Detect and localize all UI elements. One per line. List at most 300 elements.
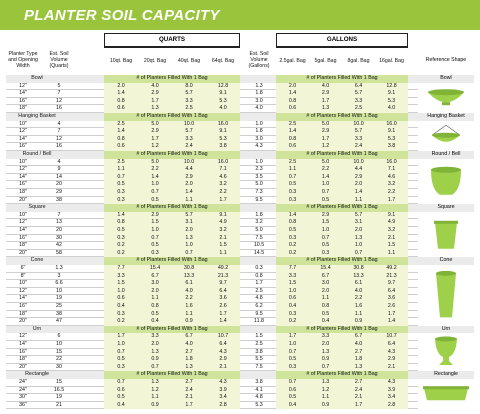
table-cell: 1.3 xyxy=(138,349,172,357)
table-cell: 12" xyxy=(19,82,27,89)
table-cell: 18" xyxy=(19,310,27,317)
table-cell: 20" xyxy=(19,363,27,370)
table-cell: 6.7 xyxy=(309,273,342,281)
table-cell: 1.1 xyxy=(138,394,172,402)
table-cell: 3.3 xyxy=(172,136,206,144)
table-cell: 1.5 xyxy=(206,242,240,250)
table-cell: 30.8 xyxy=(342,265,375,273)
section-label: Cone xyxy=(30,257,44,264)
table-row xyxy=(6,174,418,182)
table-cell: 1.4 xyxy=(104,90,138,98)
capacity-table xyxy=(6,30,474,408)
table-cell: 0.2 xyxy=(276,250,309,258)
table-cell: 11.8 xyxy=(254,318,264,325)
table-cell: 10.5 xyxy=(253,242,265,249)
table-cell: 36" xyxy=(19,401,27,408)
reference-shape-bowl xyxy=(418,83,474,113)
table-cell: 10" xyxy=(19,280,27,287)
table-cell: 1.4 xyxy=(309,174,342,182)
table-cell: 6.1 xyxy=(172,280,206,288)
table-cell: 12" xyxy=(19,219,27,226)
table-cell: 5.7 xyxy=(172,90,206,98)
table-cell: 2.0 xyxy=(104,83,138,91)
table-cell: 47 xyxy=(56,318,62,325)
section-label: Hanging Basket xyxy=(18,113,56,119)
table-cell: 2.9 xyxy=(309,212,342,220)
table-cell: 7.1 xyxy=(206,166,240,174)
table-cell: 1.6 xyxy=(342,303,375,311)
table-cell: 10" xyxy=(19,158,27,165)
table-cell: 2.1 xyxy=(206,235,240,243)
table-cell: 0.5 xyxy=(276,394,309,402)
table-cell: 2.8 xyxy=(206,402,240,410)
page-title: PLANTER SOIL CAPACITY xyxy=(24,7,220,24)
table-cell: 3.3 xyxy=(172,98,206,106)
table-cell: 1.4 xyxy=(104,128,138,136)
table-cell: 5.3 xyxy=(206,136,240,144)
table-cell: 0.7 xyxy=(104,174,138,182)
table-cell: 3.9 xyxy=(206,387,240,395)
table-cell: 6 xyxy=(57,333,61,340)
table-cell: 0.6 xyxy=(276,105,309,113)
table-row xyxy=(6,356,418,364)
table-cell: 1.5 xyxy=(104,280,138,288)
table-cell: 1.7 xyxy=(375,197,408,205)
table-row xyxy=(6,212,418,220)
table-cell: 2.2 xyxy=(342,295,375,303)
table-cell: 2.5 xyxy=(255,341,263,347)
table-cell: 9 xyxy=(57,166,61,173)
table-cell: 1.1 xyxy=(206,250,240,258)
table-cell: 5.0 xyxy=(138,159,172,167)
table-row xyxy=(6,242,418,250)
table-cell: 2.9 xyxy=(375,356,408,364)
table-cell: 9.7 xyxy=(206,280,240,288)
table-cell: 0.5 xyxy=(276,181,309,189)
table-cell: 1.0 xyxy=(104,341,138,349)
table-cell: 0.3 xyxy=(104,235,138,243)
table-cell: 2.4 xyxy=(342,387,375,395)
section-label: Round / Bell xyxy=(22,151,52,157)
table-row xyxy=(6,349,418,357)
section-header xyxy=(6,371,418,379)
table-cell: 3.3 xyxy=(342,98,375,106)
table-cell: 0.4 xyxy=(276,303,309,311)
table-cell: 0.3 xyxy=(255,265,263,271)
table-cell: 6.6 xyxy=(55,280,63,287)
table-cell: 2.0 xyxy=(172,227,206,235)
table-cell: 1.1 xyxy=(342,197,375,205)
table-row xyxy=(6,227,418,235)
table-cell: 0.6 xyxy=(276,143,309,151)
reference-shape-label: Hanging Basket xyxy=(418,113,474,121)
table-cell: 16.0 xyxy=(206,159,240,167)
table-cell: 4.3 xyxy=(375,349,408,357)
quarts-fill-note: # of Planters Filled With 1 Bag xyxy=(104,326,240,334)
table-cell: 1.7 xyxy=(375,311,408,319)
table-cell: 0.6 xyxy=(104,143,138,151)
table-cell: 1.8 xyxy=(255,211,263,218)
table-cell: 30 xyxy=(56,363,62,370)
table-cell: 0.7 xyxy=(276,379,309,387)
table-cell: 1.7 xyxy=(342,402,375,410)
table-cell: 49.2 xyxy=(206,265,240,273)
table-cell: 21.3 xyxy=(206,273,240,281)
table-cell: 0.3 xyxy=(309,250,342,258)
table-cell: 16" xyxy=(19,234,27,241)
table-cell: 1.0 xyxy=(309,181,342,189)
reference-shape-bell xyxy=(418,159,474,205)
table-cell: 8.0 xyxy=(172,83,206,91)
table-cell: 1.7 xyxy=(309,136,342,144)
table-cell: 16.5 xyxy=(53,386,65,393)
table-cell: 2.2 xyxy=(309,166,342,174)
table-cell: 2.7 xyxy=(342,379,375,387)
table-row xyxy=(6,219,418,227)
table-cell: 3.0 xyxy=(255,97,263,104)
quarts-fill-note: # of Planters Filled With 1 Bag xyxy=(104,113,240,121)
table-cell: 13 xyxy=(56,219,62,226)
table-cell: 20" xyxy=(19,249,27,256)
table-row xyxy=(6,311,418,319)
table-cell: 7 xyxy=(57,211,61,218)
table-cell: 2.1 xyxy=(375,235,408,243)
table-cell: 3.6 xyxy=(375,295,408,303)
table-cell: 2.5 xyxy=(172,105,206,113)
table-cell: 1.7 xyxy=(138,98,172,106)
table-cell: 10" xyxy=(19,211,27,218)
table-cell: 2.0 xyxy=(342,181,375,189)
table-cell: 5.0 xyxy=(309,121,342,129)
table-cell: 6.1 xyxy=(342,280,375,288)
table-cell: 1.0 xyxy=(276,341,309,349)
section-header xyxy=(6,326,418,334)
table-cell: 1.0 xyxy=(255,120,263,127)
table-cell: 0.7 xyxy=(309,364,342,372)
table-cell: 1.3 xyxy=(138,105,172,113)
reference-shape-rectangle xyxy=(418,379,474,409)
table-cell: 0.8 xyxy=(276,136,309,144)
table-cell: 12" xyxy=(19,333,27,340)
table-cell: 5.7 xyxy=(342,128,375,136)
table-cell: 3.8 xyxy=(255,379,263,385)
table-cell: 4.0 xyxy=(309,83,342,91)
table-cell: 2.9 xyxy=(172,174,206,182)
table-cell: 6.4 xyxy=(375,341,408,349)
table-cell: 12" xyxy=(19,287,27,294)
table-cell: 38 xyxy=(56,310,62,317)
table-cell: 0.2 xyxy=(276,318,309,326)
table-cell: 22 xyxy=(56,356,62,363)
table-cell: 0.7 xyxy=(172,250,206,258)
table-cell: 1.4 xyxy=(276,212,309,220)
section-label: Urn xyxy=(32,325,42,332)
table-cell: 0.6 xyxy=(104,105,138,113)
table-cell: 2.6 xyxy=(206,303,240,311)
table-cell: 1.0 xyxy=(104,288,138,296)
table-cell: 0.6 xyxy=(104,295,138,303)
table-cell: 5.3 xyxy=(255,401,263,408)
table-cell: 5.0 xyxy=(255,227,263,233)
table-cell: 0.5 xyxy=(104,227,138,235)
table-cell: 4.0 xyxy=(375,105,408,113)
table-cell: 2.1 xyxy=(172,394,206,402)
table-cell: 1.7 xyxy=(206,311,240,319)
table-cell: 13.3 xyxy=(172,273,206,281)
table-cell: 1.1 xyxy=(138,295,172,303)
table-cell: 12.8 xyxy=(206,83,240,91)
table-cell: 2.0 xyxy=(276,83,309,91)
table-cell: 38 xyxy=(56,196,62,203)
table-cell: 2.4 xyxy=(172,387,206,395)
table-cell: 5.5 xyxy=(255,356,263,363)
table-cell: 2.7 xyxy=(342,349,375,357)
reference-shape-label: Rectangle xyxy=(418,371,474,379)
table-row xyxy=(6,136,418,144)
table-cell: 1.5 xyxy=(138,219,172,227)
table-cell: 16.0 xyxy=(375,159,408,167)
header-est-quarts: Est. Soil Volume (Quarts) xyxy=(49,51,69,69)
table-cell: 1.0 xyxy=(172,242,206,250)
table-cell: 0.5 xyxy=(138,242,172,250)
table-cell: 9.1 xyxy=(206,212,240,220)
table-cell: 3.1 xyxy=(342,219,375,227)
table-cell: 9.1 xyxy=(375,90,408,98)
table-cell: 16" xyxy=(19,143,27,150)
table-cell: 3.8 xyxy=(206,143,240,151)
table-cell: 2.5 xyxy=(342,105,375,113)
table-cell: 2.9 xyxy=(138,128,172,136)
table-cell: 0.9 xyxy=(138,402,172,410)
table-cell: 0.5 xyxy=(104,181,138,189)
table-cell: 10.0 xyxy=(172,121,206,129)
table-cell: 20 xyxy=(56,181,62,188)
table-cell: 15 xyxy=(56,379,62,385)
table-cell: 16.0 xyxy=(206,121,240,129)
table-cell: 0.3 xyxy=(138,250,172,258)
table-cell: 5.7 xyxy=(342,212,375,220)
table-cell: 9.1 xyxy=(206,90,240,98)
table-row xyxy=(6,197,418,205)
table-cell: 3.3 xyxy=(309,333,342,341)
table-cell: 6.2 xyxy=(255,303,263,309)
table-cell: 5.7 xyxy=(172,128,206,136)
table-cell: 0.3 xyxy=(104,311,138,319)
table-cell: 1.1 xyxy=(375,250,408,258)
table-cell: 29 xyxy=(56,189,62,195)
table-cell: 3.0 xyxy=(309,280,342,288)
table-cell: 16 xyxy=(56,105,62,112)
table-cell: 4.1 xyxy=(255,386,263,393)
section-header xyxy=(6,204,418,212)
table-row xyxy=(6,159,418,167)
table-cell: 1.5 xyxy=(255,333,263,340)
header-64qt: 64qt. Bag xyxy=(206,47,240,73)
table-cell: 3.2 xyxy=(255,219,263,226)
table-cell: 0.7 xyxy=(104,349,138,357)
table-cell: 4.9 xyxy=(206,219,240,227)
table-row xyxy=(6,166,418,174)
table-cell: 1.3 xyxy=(55,265,63,271)
table-cell: 3.3 xyxy=(138,333,172,341)
table-cell: 2.6 xyxy=(375,303,408,311)
gallons-fill-note: # of Planters Filled With 1 Bag xyxy=(276,326,408,334)
table-cell: 2.7 xyxy=(172,349,206,357)
table-cell: 16" xyxy=(19,97,27,104)
gallons-fill-note: # of Planters Filled With 1 Bag xyxy=(276,113,408,121)
gallons-group-header: GALLONS xyxy=(276,33,408,47)
table-cell: 1.4 xyxy=(375,318,408,326)
table-cell: 58 xyxy=(56,249,62,256)
table-cell: 0.5 xyxy=(138,311,172,319)
table-cell: 1.3 xyxy=(342,364,375,372)
table-cell: 7.1 xyxy=(375,166,408,174)
table-cell: 19 xyxy=(56,295,62,302)
table-cell: 1.7 xyxy=(309,98,342,106)
table-cell: 0.7 xyxy=(309,235,342,243)
table-cell: 3.6 xyxy=(206,295,240,303)
table-cell: 21 xyxy=(56,401,62,408)
table-cell: 10" xyxy=(19,120,27,127)
table-cell: 6.7 xyxy=(342,333,375,341)
section-label: Square xyxy=(28,204,46,211)
table-cell: 2.0 xyxy=(138,288,172,296)
table-cell: 1.0 xyxy=(309,227,342,235)
table-cell: 0.3 xyxy=(276,311,309,319)
table-cell: 0.4 xyxy=(276,402,309,410)
table-cell: 6.7 xyxy=(138,273,172,281)
header-5gal: 5gal. Bag xyxy=(309,47,342,73)
table-cell: 12 xyxy=(56,135,62,142)
table-cell: 14" xyxy=(19,341,27,347)
table-cell: 0.3 xyxy=(104,189,138,197)
gallons-fill-note: # of Planters Filled With 1 Bag xyxy=(276,257,408,265)
table-cell: 10.7 xyxy=(375,333,408,341)
table-cell: 15 xyxy=(56,348,62,355)
table-cell: 1.7 xyxy=(138,136,172,144)
table-cell: 0.8 xyxy=(276,219,309,227)
table-cell: 2.8 xyxy=(375,402,408,410)
table-cell: 5.0 xyxy=(138,121,172,129)
table-cell: 9.5 xyxy=(255,196,263,203)
table-cell: 18" xyxy=(19,189,27,195)
table-cell: 16" xyxy=(19,181,27,188)
table-cell: 1.1 xyxy=(172,311,206,319)
table-cell: 1.4 xyxy=(342,189,375,197)
table-cell: 18" xyxy=(19,242,27,249)
table-cell: 1.4 xyxy=(276,128,309,136)
header-planter-type: Planter Type and Opening Width xyxy=(8,51,38,69)
header-20qt: 20qt. Bag xyxy=(138,47,172,73)
table-row xyxy=(6,379,418,387)
table-cell: 1.1 xyxy=(309,394,342,402)
table-cell: 13.3 xyxy=(342,273,375,281)
table-cell: 19 xyxy=(56,394,62,401)
table-cell: 21.3 xyxy=(375,273,408,281)
table-cell: 1.3 xyxy=(309,379,342,387)
table-cell: 5 xyxy=(57,82,61,89)
table-cell: 1.7 xyxy=(276,333,309,341)
table-row xyxy=(6,333,418,341)
table-cell: 16" xyxy=(19,303,27,309)
table-cell: 0.5 xyxy=(276,227,309,235)
table-cell: 0.4 xyxy=(104,402,138,410)
table-cell: 0.8 xyxy=(104,98,138,106)
table-cell: 3.2 xyxy=(375,227,408,235)
table-cell: 30.8 xyxy=(172,265,206,273)
table-row xyxy=(6,273,418,281)
table-cell: 1.8 xyxy=(255,128,263,135)
quarts-fill-note: # of Planters Filled With 1 Bag xyxy=(104,204,240,212)
table-cell: 0.3 xyxy=(276,189,309,197)
table-cell: 7 xyxy=(57,128,61,135)
header-reference-shape: Reference Shape xyxy=(425,57,467,63)
table-cell: 24" xyxy=(19,379,27,385)
table-cell: 1.0 xyxy=(342,242,375,250)
header-10qt: 10qt. Bag xyxy=(104,47,138,73)
table-cell: 4.8 xyxy=(255,295,263,302)
section-label: Bowl xyxy=(31,75,43,81)
table-cell: 1.3 xyxy=(309,349,342,357)
table-cell: 7.5 xyxy=(255,234,263,241)
table-cell: 0.9 xyxy=(309,402,342,410)
table-row xyxy=(6,295,418,303)
table-cell: 0.7 xyxy=(276,174,309,182)
table-row xyxy=(6,98,418,106)
table-cell: 3.4 xyxy=(206,394,240,402)
table-cell: 1.6 xyxy=(172,303,206,311)
table-cell: 10.0 xyxy=(172,159,206,167)
table-cell: 3.3 xyxy=(276,273,309,281)
table-cell: 18" xyxy=(19,105,27,112)
table-cell: 1.1 xyxy=(172,197,206,205)
table-cell: 1.8 xyxy=(255,90,263,97)
table-cell: 2.0 xyxy=(309,341,342,349)
table-row xyxy=(6,288,418,296)
table-row xyxy=(6,341,418,349)
table-cell: 0.5 xyxy=(104,356,138,364)
table-cell: 0.5 xyxy=(104,394,138,402)
table-cell: 1.4 xyxy=(138,174,172,182)
quarts-fill-note: # of Planters Filled With 1 Bag xyxy=(104,151,240,159)
section-label: Rectangle xyxy=(25,371,49,378)
header-8gal: 8gal. Bag xyxy=(342,47,375,73)
table-row xyxy=(6,250,418,258)
table-cell: 4.6 xyxy=(375,174,408,182)
section-header xyxy=(6,113,418,121)
table-cell: 5.0 xyxy=(309,159,342,167)
table-cell: 4.9 xyxy=(375,219,408,227)
table-cell: 6.7 xyxy=(172,333,206,341)
table-cell: 8" xyxy=(20,272,26,279)
table-cell: 4.0 xyxy=(172,288,206,296)
table-cell: 0.9 xyxy=(172,318,206,326)
table-cell: 12" xyxy=(19,128,27,135)
quarts-group-header: QUARTS xyxy=(104,33,240,47)
table-cell: 0.7 xyxy=(276,349,309,357)
table-cell: 0.9 xyxy=(309,356,342,364)
table-cell: 1.2 xyxy=(309,143,342,151)
title-banner xyxy=(0,0,480,30)
table-cell: 3.9 xyxy=(375,387,408,395)
table-cell: 9.1 xyxy=(375,212,408,220)
table-cell: 4.0 xyxy=(342,288,375,296)
gallons-fill-note: # of Planters Filled With 1 Bag xyxy=(276,75,408,83)
table-row xyxy=(6,394,418,402)
table-cell: 1.3 xyxy=(255,82,263,89)
table-cell: 9.1 xyxy=(375,128,408,136)
table-cell: 2.2 xyxy=(138,166,172,174)
